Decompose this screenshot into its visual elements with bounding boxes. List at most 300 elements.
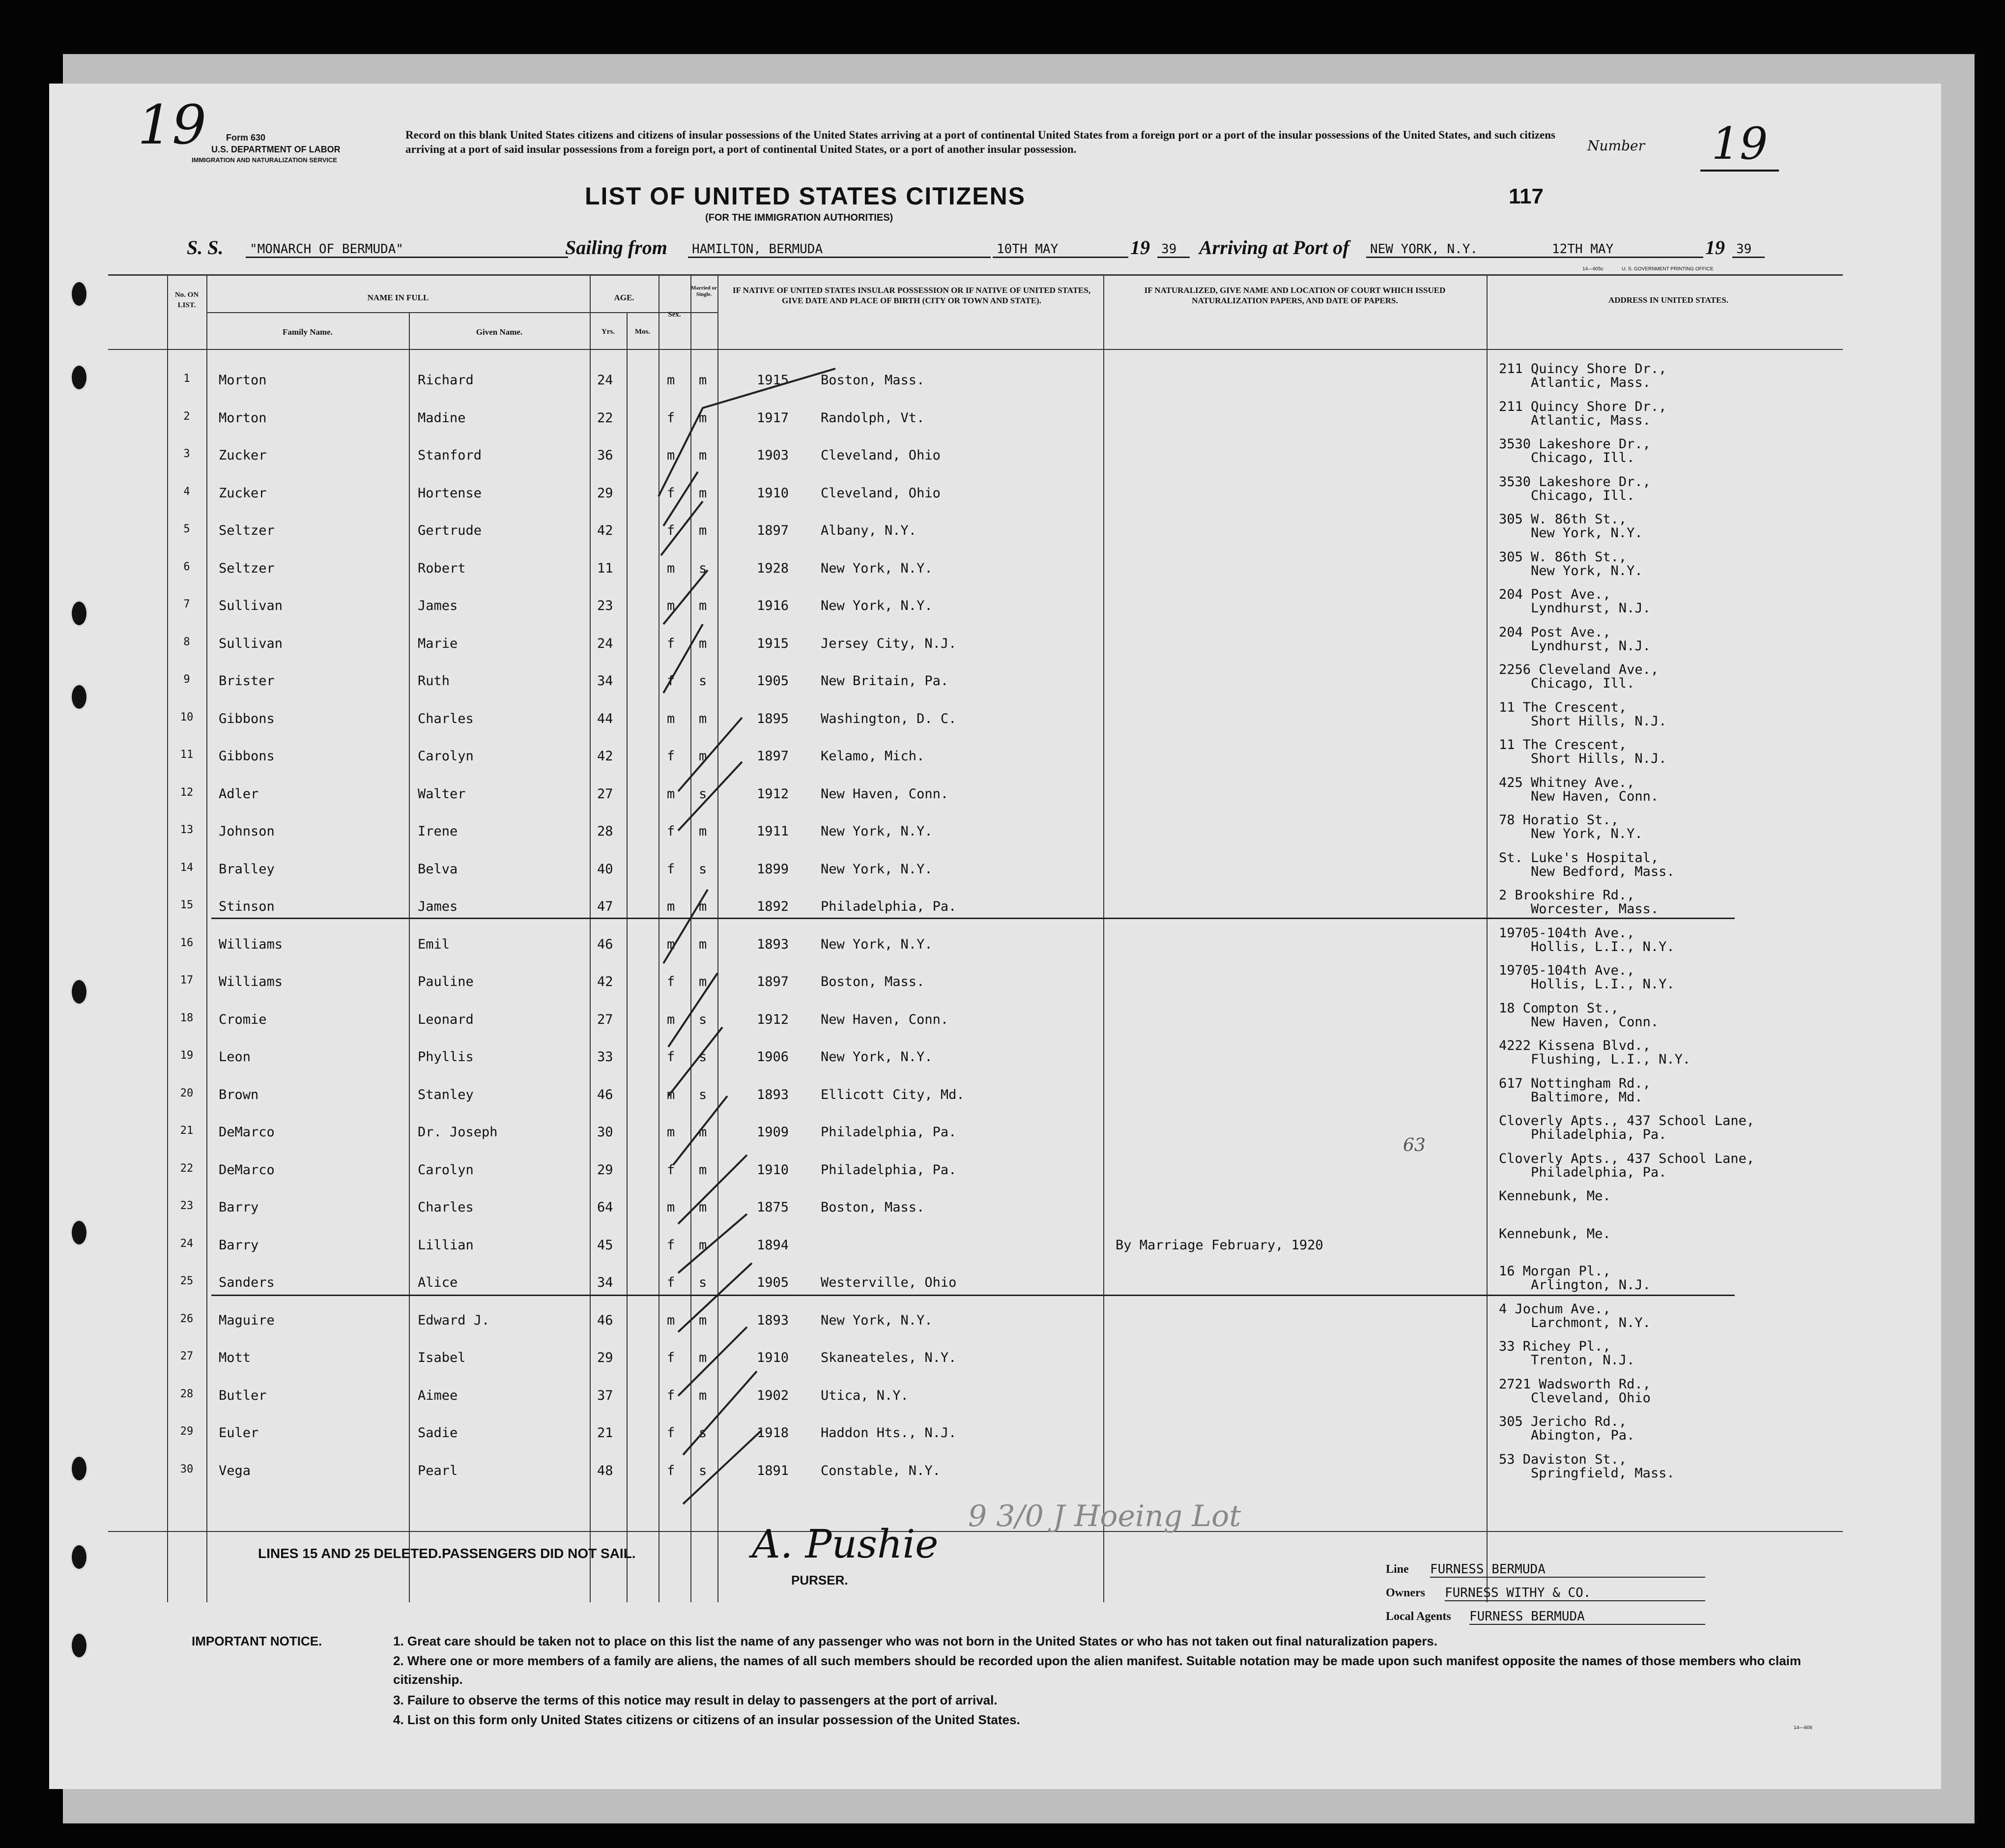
birth-place: Albany, N.Y.	[821, 523, 917, 538]
age-years: 46	[597, 936, 613, 952]
col-header-family: Family Name.	[283, 327, 333, 337]
notice-heading: IMPORTANT NOTICE.	[192, 1634, 322, 1648]
birth-year: 1910	[757, 1350, 789, 1365]
age-years: 22	[597, 410, 613, 426]
col-header-no: No. ON LIST.	[174, 291, 199, 309]
family-name: Williams	[219, 936, 283, 952]
arriving-label: Arriving at Port of	[1199, 236, 1349, 259]
given-name: Ruth	[418, 673, 450, 689]
family-name: Barry	[219, 1237, 259, 1253]
row-number: 18	[180, 1011, 194, 1024]
address-line-2: New Haven, Conn.	[1531, 788, 1659, 804]
family-name: DeMarco	[219, 1162, 275, 1178]
header-mid-rule	[206, 312, 717, 313]
address-line-2: Worcester, Mass.	[1531, 901, 1659, 917]
corner-mark: 19	[138, 93, 206, 156]
birth-place: New York, N.Y.	[821, 1312, 933, 1328]
row-number: 13	[180, 824, 194, 836]
table-row	[49, 584, 1941, 622]
row-number: 17	[180, 974, 194, 986]
ship-name: "MONARCH OF BERMUDA"	[246, 242, 568, 258]
marital-status: s	[699, 1463, 707, 1478]
table-row	[49, 923, 1941, 960]
given-name: James	[418, 899, 458, 914]
sex: f	[667, 1350, 675, 1365]
family-name: Maguire	[219, 1312, 275, 1328]
row-number: 15	[180, 899, 194, 911]
address-line-1: 2721 Wadsworth Rd.,	[1499, 1376, 1651, 1392]
family-name: Euler	[219, 1425, 259, 1441]
marital-status: m	[699, 974, 707, 989]
strike-line-15	[211, 918, 1735, 919]
table-row	[49, 397, 1941, 434]
birth-place: New York, N.Y.	[821, 861, 933, 877]
sex: m	[667, 1200, 675, 1215]
address-line-2: Larchmont, N.Y.	[1531, 1315, 1651, 1330]
address-line-2: Philadelphia, Pa.	[1531, 1164, 1667, 1180]
table-row	[49, 998, 1941, 1036]
col-header-birth: IF NATIVE OF UNITED STATES INSULAR POSSESSION OR IF NATIVE OF UNITED STATES, GIVE DATE AND PLACE OF BIRTH (CITY OR TOWN AND STATE).	[732, 286, 1091, 305]
marital-status: s	[699, 786, 707, 802]
naturalization: By Marriage February, 1920	[1116, 1237, 1323, 1253]
birth-year: 1894	[757, 1237, 789, 1253]
deleted-note: LINES 15 AND 25 DELETED.PASSENGERS DID NOT SAIL.	[258, 1546, 636, 1561]
family-name: Williams	[219, 974, 283, 989]
family-name: Barry	[219, 1200, 259, 1215]
age-years: 46	[597, 1087, 613, 1102]
sex: f	[667, 410, 675, 426]
address-line-2: Chicago, Ill.	[1531, 488, 1635, 503]
col-header-yrs: Yrs.	[601, 328, 615, 336]
sex: f	[667, 749, 675, 764]
birth-year: 1903	[757, 448, 789, 463]
row-number: 6	[183, 560, 190, 573]
birth-place: Skaneateles, N.Y.	[821, 1350, 957, 1365]
marital-status: m	[699, 711, 707, 726]
address-line-2: New York, N.Y.	[1531, 826, 1643, 841]
age-years: 29	[597, 485, 613, 501]
row-number: 7	[183, 598, 190, 610]
table-row	[49, 1149, 1941, 1186]
sex: f	[667, 673, 675, 689]
address-line-2: Lyndhurst, N.J.	[1531, 601, 1651, 616]
pencil-note: 9 3/0 J Hoeing Lot	[968, 1499, 1241, 1533]
marital-status: m	[699, 448, 707, 463]
age-years: 40	[597, 861, 613, 877]
given-name: Madine	[418, 410, 466, 426]
marital-status: s	[699, 1011, 707, 1027]
given-name: Belva	[418, 861, 458, 877]
address-line-1: 2 Brookshire Rd.,	[1499, 888, 1635, 903]
department: U.S. DEPARTMENT OF LABOR	[211, 144, 341, 154]
row-number: 5	[183, 523, 190, 535]
col-header-address: ADDRESS IN UNITED STATES.	[1608, 295, 1729, 305]
table-row	[49, 848, 1941, 885]
birth-place: New York, N.Y.	[821, 560, 933, 576]
purser-label: PURSER.	[791, 1573, 848, 1588]
given-name: Edward J.	[418, 1312, 490, 1328]
row-number: 9	[183, 673, 190, 686]
line-value: FURNESS BERMUDA	[1430, 1562, 1705, 1578]
sex: f	[667, 974, 675, 989]
sailing-year-prefix: 19	[1130, 236, 1150, 259]
marital-status: m	[699, 1387, 707, 1403]
birth-place: New York, N.Y.	[821, 1049, 933, 1065]
birth-place: Cleveland, Ohio	[821, 485, 941, 501]
row-number: 4	[183, 485, 190, 498]
sex: f	[667, 1162, 675, 1178]
address-line-1: 11 The Crescent,	[1499, 699, 1627, 715]
table-row	[49, 773, 1941, 810]
birth-place: Ellicott City, Md.	[821, 1087, 965, 1102]
address-line-1: 425 Whitney Ave.,	[1499, 775, 1635, 790]
col-header-name: NAME IN FULL	[367, 293, 429, 302]
marital-status: m	[699, 1237, 707, 1253]
address-line-2: Chicago, Ill.	[1531, 450, 1635, 465]
birth-place: New Haven, Conn.	[821, 1011, 949, 1027]
age-years: 33	[597, 1049, 613, 1065]
age-years: 46	[597, 1312, 613, 1328]
handwritten-63: 63	[1403, 1135, 1426, 1155]
manifest-page	[49, 84, 1941, 1789]
notice-item-1: 1. Great care should be taken not to place on this list the name of any passenger who was not born in the United States or who has not taken out final naturalization papers.	[393, 1634, 1438, 1648]
age-years: 64	[597, 1200, 613, 1215]
sex: f	[667, 635, 675, 651]
age-years: 29	[597, 1350, 613, 1365]
given-name: Lillian	[418, 1237, 474, 1253]
local-agents-value: FURNESS BERMUDA	[1469, 1609, 1705, 1625]
address-line-1: St. Luke's Hospital,	[1499, 850, 1659, 866]
birth-place: Boston, Mass.	[821, 974, 925, 989]
sex: m	[667, 1312, 675, 1328]
address-line-1: 305 W. 86th St.,	[1499, 549, 1627, 565]
address-line-1: 33 Richey Pl.,	[1499, 1339, 1611, 1354]
row-number: 27	[180, 1350, 194, 1362]
marital-status: m	[699, 1350, 707, 1365]
age-years: 23	[597, 598, 613, 613]
birth-year: 1910	[757, 485, 789, 501]
birth-year: 1912	[757, 786, 789, 802]
given-name: Aimee	[418, 1387, 458, 1403]
address-line-1: 211 Quincy Shore Dr.,	[1499, 361, 1667, 376]
family-name: Sullivan	[219, 598, 283, 613]
family-name: Brister	[219, 673, 275, 689]
birth-year: 1893	[757, 1087, 789, 1102]
table-row	[49, 1261, 1941, 1299]
age-years: 27	[597, 1011, 613, 1027]
address-line-1: 305 Jericho Rd.,	[1499, 1414, 1627, 1429]
birth-place: Utica, N.Y.	[821, 1387, 909, 1403]
birth-year: 1912	[757, 1011, 789, 1027]
birth-year: 1893	[757, 1312, 789, 1328]
marital-status: s	[699, 861, 707, 877]
notice-item-4: 4. List on this form only United States citizens or citizens of an insular possession of the United States.	[393, 1712, 1020, 1727]
birth-year: 1916	[757, 598, 789, 613]
address-line-1: Cloverly Apts., 437 School Lane,	[1499, 1151, 1755, 1166]
table-row	[49, 434, 1941, 471]
table-row	[49, 1111, 1941, 1148]
birth-place: Boston, Mass.	[821, 1200, 925, 1215]
row-number: 3	[183, 448, 190, 460]
binder-hole	[70, 280, 88, 308]
marital-status: s	[699, 673, 707, 689]
address-line-1: 617 Nottingham Rd.,	[1499, 1075, 1651, 1091]
birth-year: 1915	[757, 635, 789, 651]
col-header-mos: Mos.	[634, 328, 651, 336]
purser-signature: A. Pushie	[752, 1521, 939, 1567]
family-name: Johnson	[219, 824, 275, 839]
marital-status: m	[699, 824, 707, 839]
col-header-naturalized: IF NATURALIZED, GIVE NAME AND LOCATION OF COURT WHICH ISSUED NATURALIZATION PAPERS, AND DATE OF PAPERS.	[1144, 286, 1446, 305]
number-label: Number	[1587, 138, 1645, 154]
marital-status: m	[699, 598, 707, 613]
page-title: LIST OF UNITED STATES CITIZENS	[585, 182, 1026, 210]
printer-office-top: U. S. GOVERNMENT PRINTING OFFICE	[1622, 266, 1714, 272]
intro-text: Record on this blank United States citizens and citizens of insular possessions of the United States arriving at a port of continental United States from a foreign port or a port of the insular possessions of the United States, and such citizens arriving at a port of said insular possessions from a foreign port, a port of continental United States, or a port of another insular possession.	[405, 129, 1555, 155]
table-row	[49, 1186, 1941, 1223]
birth-place: Philadelphia, Pa.	[821, 899, 957, 914]
address-line-1: 19705-104th Ave.,	[1499, 963, 1635, 978]
sex: m	[667, 560, 675, 576]
marital-status: m	[699, 485, 707, 501]
birth-place: New York, N.Y.	[821, 936, 933, 952]
col-header-sex: Sex.	[668, 311, 681, 318]
address-line-1: 19705-104th Ave.,	[1499, 925, 1635, 941]
address-line-2: New York, N.Y.	[1531, 563, 1643, 578]
form-number: Form 630	[226, 133, 266, 143]
sex: f	[667, 523, 675, 538]
binder-hole	[70, 1632, 88, 1659]
birth-year: 1911	[757, 824, 789, 839]
family-name: Cromie	[219, 1011, 267, 1027]
age-years: 24	[597, 373, 613, 388]
address-line-2: Short Hills, N.J.	[1531, 713, 1667, 729]
row-number: 8	[183, 635, 190, 648]
address-line-2: Cleveland, Ohio	[1531, 1390, 1651, 1406]
check-marks	[649, 349, 855, 1529]
birth-place: Haddon Hts., N.J.	[821, 1425, 957, 1441]
address-line-1: 53 Daviston St.,	[1499, 1451, 1627, 1467]
given-name: Stanley	[418, 1087, 474, 1102]
birth-year: 1875	[757, 1200, 789, 1215]
address-line-1: 211 Quincy Shore Dr.,	[1499, 399, 1667, 414]
family-name: DeMarco	[219, 1125, 275, 1140]
given-name: Charles	[418, 711, 474, 726]
birth-year: 1892	[757, 899, 789, 914]
family-name: Morton	[219, 410, 267, 426]
given-name: Sadie	[418, 1425, 458, 1441]
row-number: 19	[180, 1049, 194, 1062]
sailing-date: 10TH MAY	[993, 242, 1128, 258]
birth-year: 1893	[757, 936, 789, 952]
address-line-1: 16 Morgan Pl.,	[1499, 1264, 1611, 1279]
arriving-date: 12TH MAY	[1548, 242, 1703, 258]
family-name: Brown	[219, 1087, 259, 1102]
age-years: 11	[597, 560, 613, 576]
given-name: Emil	[418, 936, 450, 952]
birth-year: 1899	[757, 861, 789, 877]
birth-year: 1891	[757, 1463, 789, 1478]
birth-place: Philadelphia, Pa.	[821, 1162, 957, 1178]
sex: m	[667, 1087, 675, 1102]
given-name: Hortense	[418, 485, 482, 501]
birth-year: 1897	[757, 749, 789, 764]
birth-place: Randolph, Vt.	[821, 410, 925, 426]
table-row	[49, 660, 1941, 697]
address-line-1: 4222 Kissena Blvd.,	[1499, 1038, 1651, 1053]
sex: m	[667, 598, 675, 613]
age-years: 42	[597, 523, 613, 538]
family-name: Butler	[219, 1387, 267, 1403]
address-line-2: Flushing, L.I., N.Y.	[1531, 1052, 1691, 1067]
marital-status: s	[699, 1049, 707, 1065]
table-row	[49, 359, 1941, 396]
address-line-2: Chicago, Ill.	[1531, 676, 1635, 691]
address-line-2: Trenton, N.J.	[1531, 1353, 1635, 1368]
address-line-2: Lyndhurst, N.J.	[1531, 638, 1651, 654]
family-name: Bralley	[219, 861, 275, 877]
address-line-2: Atlantic, Mass.	[1531, 375, 1651, 390]
birth-year: 1915	[757, 373, 789, 388]
marital-status: m	[699, 936, 707, 952]
given-name: Phyllis	[418, 1049, 474, 1065]
given-name: Carolyn	[418, 1162, 474, 1178]
family-name: Gibbons	[219, 711, 275, 726]
marital-status: m	[699, 523, 707, 538]
family-name: Leon	[219, 1049, 251, 1065]
birth-year: 1918	[757, 1425, 789, 1441]
col-header-married: Married or Single.	[691, 285, 717, 297]
sex: f	[667, 1049, 675, 1065]
notice-item-3: 3. Failure to observe the terms of this notice may result in delay to passengers at the port of arrival.	[393, 1693, 998, 1707]
marital-status: m	[699, 373, 707, 388]
age-years: 42	[597, 974, 613, 989]
age-years: 21	[597, 1425, 613, 1441]
sex: f	[667, 861, 675, 877]
row-number: 21	[180, 1125, 194, 1137]
address-line-1: 3530 Lakeshore Dr.,	[1499, 436, 1651, 452]
arriving-port: NEW YORK, N.Y.	[1366, 242, 1580, 258]
notice-item-2: 2. Where one or more members of a family are aliens, the names of all such members should be recorded upon the alien manifest. Suitable notation may be made upon such manifest opposite the names of those members who claim citizenship.	[393, 1653, 1802, 1687]
marital-status: s	[699, 1087, 707, 1102]
age-years: 36	[597, 448, 613, 463]
age-years: 48	[597, 1463, 613, 1478]
table-row	[49, 735, 1941, 772]
birth-place: New Britain, Pa.	[821, 673, 949, 689]
given-name: Walter	[418, 786, 466, 802]
birth-place: New York, N.Y.	[821, 598, 933, 613]
given-name: Carolyn	[418, 749, 474, 764]
line-label: Line	[1386, 1563, 1409, 1576]
service: IMMIGRATION AND NATURALIZATION SERVICE	[192, 156, 338, 164]
table-row	[49, 1412, 1941, 1449]
age-years: 45	[597, 1237, 613, 1253]
address-line-2: Abington, Pa.	[1531, 1428, 1635, 1443]
row-number: 28	[180, 1387, 194, 1400]
header-bottom-rule	[108, 349, 1843, 350]
marital-status: m	[699, 1312, 707, 1328]
age-years: 30	[597, 1125, 613, 1140]
sex: m	[667, 1011, 675, 1027]
table-row	[49, 1336, 1941, 1374]
given-name: Gertrude	[418, 523, 482, 538]
given-name: Robert	[418, 560, 466, 576]
family-name: Gibbons	[219, 749, 275, 764]
marital-status: m	[699, 1125, 707, 1140]
family-name: Sullivan	[219, 635, 283, 651]
family-name: Adler	[219, 786, 259, 802]
birth-place: Kelamo, Mich.	[821, 749, 925, 764]
family-name: Zucker	[219, 485, 267, 501]
table-row	[49, 885, 1941, 923]
address-line-2: Philadelphia, Pa.	[1531, 1127, 1667, 1142]
address-line-1: 305 W. 86th St.,	[1499, 512, 1627, 527]
row-number: 22	[180, 1162, 194, 1175]
birth-year: 1905	[757, 673, 789, 689]
row-number: 30	[180, 1463, 194, 1475]
given-name: Stanford	[418, 448, 482, 463]
owners-value: FURNESS WITHY & CO.	[1445, 1586, 1705, 1601]
page-number: 117	[1509, 184, 1544, 208]
birth-year: 1895	[757, 711, 789, 726]
address-line-1: Cloverly Apts., 437 School Lane,	[1499, 1113, 1755, 1128]
sailing-label: Sailing from	[565, 236, 667, 259]
sex: f	[667, 1275, 675, 1290]
table-row	[49, 810, 1941, 847]
ss-label: S. S.	[187, 236, 224, 259]
given-name: Irene	[418, 824, 458, 839]
family-name: Zucker	[219, 448, 267, 463]
sex: m	[667, 936, 675, 952]
row-number: 14	[180, 861, 194, 874]
given-name: Alice	[418, 1275, 458, 1290]
birth-place: Constable, N.Y.	[821, 1463, 941, 1478]
given-name: Richard	[418, 373, 474, 388]
family-name: Mott	[219, 1350, 251, 1365]
family-name: Seltzer	[219, 523, 275, 538]
table-row	[49, 547, 1941, 584]
printer-code-bottom: 14—606	[1794, 1725, 1812, 1731]
birth-place: Boston, Mass.	[821, 373, 925, 388]
birth-year: 1909	[757, 1125, 789, 1140]
given-name: Dr. Joseph	[418, 1125, 498, 1140]
table-row	[49, 472, 1941, 509]
table-row	[49, 697, 1941, 735]
address-line-2: Hollis, L.I., N.Y.	[1531, 977, 1675, 992]
age-years: 24	[597, 635, 613, 651]
birth-year: 1928	[757, 560, 789, 576]
age-years: 47	[597, 899, 613, 914]
row-number: 26	[180, 1312, 194, 1325]
printer-code-top: 14—605c	[1582, 266, 1604, 272]
page-subtitle: (FOR THE IMMIGRATION AUTHORITIES)	[705, 212, 893, 223]
address-line-2: Baltimore, Md.	[1531, 1089, 1643, 1105]
birth-place: New Haven, Conn.	[821, 786, 949, 802]
address-line-2: Short Hills, N.J.	[1531, 751, 1667, 766]
family-name: Sanders	[219, 1275, 275, 1290]
sex: m	[667, 899, 675, 914]
sex: f	[667, 1387, 675, 1403]
row-number: 1	[183, 373, 190, 385]
family-name: Seltzer	[219, 560, 275, 576]
age-years: 27	[597, 786, 613, 802]
birth-year: 1902	[757, 1387, 789, 1403]
owners-label: Owners	[1386, 1587, 1425, 1599]
arriving-year-prefix: 19	[1705, 236, 1725, 259]
address-line-1: 3530 Lakeshore Dr.,	[1499, 474, 1651, 490]
marital-status: m	[699, 899, 707, 914]
address-line-1: 204 Post Ave.,	[1499, 587, 1611, 602]
